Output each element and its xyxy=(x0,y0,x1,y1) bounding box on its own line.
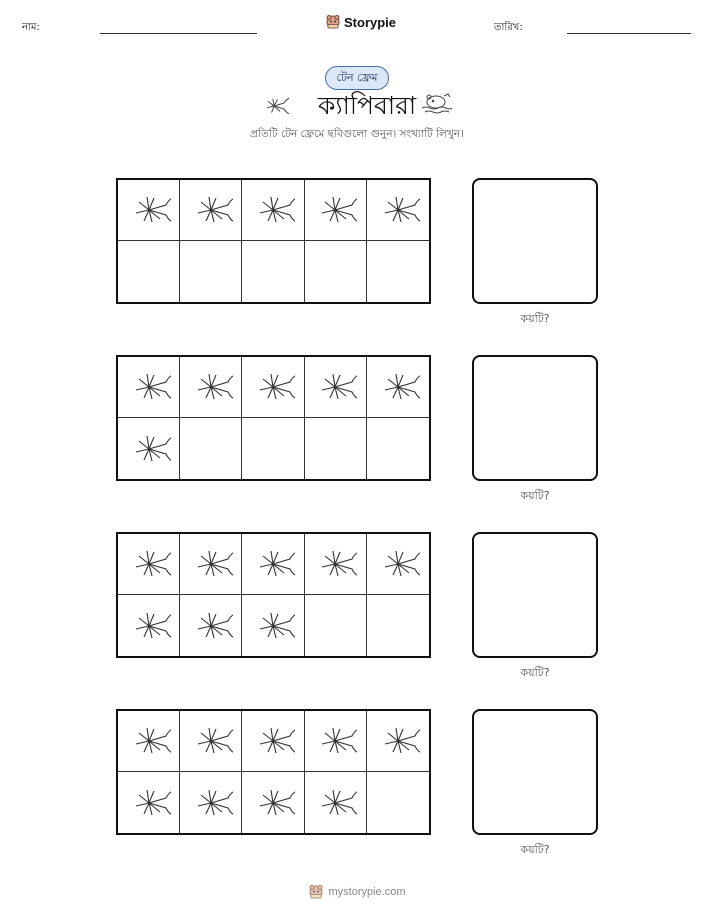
ten-frame xyxy=(116,178,431,304)
lily-pad-icon xyxy=(127,369,171,405)
brand-name: Storypie xyxy=(344,14,397,30)
ten-frame xyxy=(116,532,431,658)
lily-pad-icon xyxy=(189,723,233,759)
page-header xyxy=(0,0,714,50)
ten-frame-cell xyxy=(118,711,180,772)
ten-frame-cell xyxy=(305,357,367,418)
name-label: নাম: xyxy=(22,22,40,33)
ten-frame-cell xyxy=(118,595,180,656)
answer-box[interactable] xyxy=(472,709,598,835)
ten-frame-cell xyxy=(118,357,180,418)
lily-pad-icon xyxy=(313,192,357,228)
lily-pad-icon xyxy=(251,546,295,582)
title-row xyxy=(0,90,714,124)
footer-url: mystorypie.com xyxy=(328,886,406,898)
ten-frame-cell xyxy=(305,595,367,656)
lily-pad-icon xyxy=(313,546,357,582)
lily-pad-icon xyxy=(189,369,233,405)
date-line[interactable] xyxy=(567,33,691,34)
ten-frame-cell xyxy=(242,711,304,772)
ten-frame-cell xyxy=(305,772,367,833)
lily-pad-icon xyxy=(189,546,233,582)
ten-frame-cell xyxy=(118,772,180,833)
ten-frame-cell xyxy=(118,534,180,595)
ten-frame-cell xyxy=(242,241,304,302)
answer-label: কয়টি? xyxy=(520,843,550,856)
answer-label: কয়টি? xyxy=(520,312,550,325)
ten-frame-cell xyxy=(180,357,242,418)
ten-frame-cell xyxy=(367,241,429,302)
ten-frame-cell xyxy=(118,418,180,479)
name-line[interactable] xyxy=(100,33,257,34)
lily-pad-icon xyxy=(376,369,420,405)
ten-frame-cell xyxy=(367,534,429,595)
lily-pad-icon xyxy=(259,95,289,117)
ten-frame-cell xyxy=(367,595,429,656)
ten-frame-cell xyxy=(305,180,367,241)
ten-frame xyxy=(116,709,431,835)
capybara-swimming-icon xyxy=(420,92,454,118)
lily-pad-icon xyxy=(127,546,171,582)
ten-frame-cell xyxy=(367,357,429,418)
lily-pad-icon xyxy=(251,192,295,228)
ten-frame-cell xyxy=(180,180,242,241)
answer-box[interactable] xyxy=(472,532,598,658)
ten-frame-cell xyxy=(242,357,304,418)
lily-pad-icon xyxy=(251,785,295,821)
storypie-logo-icon xyxy=(308,884,324,900)
lily-pad-icon xyxy=(313,723,357,759)
ten-frame-cell xyxy=(367,418,429,479)
ten-frame-cell xyxy=(180,418,242,479)
topic-badge: টেন ফ্রেম xyxy=(325,66,389,90)
ten-frame-cell xyxy=(367,180,429,241)
ten-frame-cell xyxy=(180,534,242,595)
lily-pad-icon xyxy=(127,723,171,759)
ten-frame-cell xyxy=(367,711,429,772)
answer-box[interactable] xyxy=(472,178,598,304)
ten-frame-cell xyxy=(242,180,304,241)
ten-frame-cell xyxy=(118,241,180,302)
lily-pad-icon xyxy=(376,192,420,228)
date-label: তারিখ: xyxy=(494,22,523,33)
instruction-text: প্রতিটি টেন ফ্রেমে ছবিগুলো গুনুন। সংখ্যাটি লিখুন। xyxy=(250,128,464,140)
ten-frame-cell xyxy=(305,418,367,479)
ten-frame-cell xyxy=(180,711,242,772)
answer-label: কয়টি? xyxy=(520,489,550,502)
brand xyxy=(325,14,396,30)
page-footer xyxy=(0,884,714,900)
ten-frame-cell xyxy=(180,595,242,656)
lily-pad-icon xyxy=(189,785,233,821)
lily-pad-icon xyxy=(189,608,233,644)
answer-label: কয়টি? xyxy=(520,666,550,679)
ten-frame-cell xyxy=(242,595,304,656)
answer-box[interactable] xyxy=(472,355,598,481)
lily-pad-icon xyxy=(189,192,233,228)
ten-frame-cell xyxy=(180,772,242,833)
ten-frame-cell xyxy=(242,534,304,595)
lily-pad-icon xyxy=(127,785,171,821)
lily-pad-icon xyxy=(127,431,171,467)
storypie-logo-icon xyxy=(325,14,341,30)
lily-pad-icon xyxy=(313,785,357,821)
lily-pad-icon xyxy=(251,723,295,759)
ten-frame-cell xyxy=(305,711,367,772)
lily-pad-icon xyxy=(376,546,420,582)
lily-pad-icon xyxy=(127,608,171,644)
ten-frame-cell xyxy=(242,418,304,479)
ten-frame-cell xyxy=(305,241,367,302)
ten-frame-cell xyxy=(180,241,242,302)
lily-pad-icon xyxy=(376,723,420,759)
page-title: ক্যাপিবারা xyxy=(317,91,417,120)
ten-frame-cell xyxy=(367,772,429,833)
ten-frame-cell xyxy=(305,534,367,595)
lily-pad-icon xyxy=(127,192,171,228)
ten-frame-cell xyxy=(118,180,180,241)
lily-pad-icon xyxy=(251,608,295,644)
lily-pad-icon xyxy=(251,369,295,405)
ten-frame xyxy=(116,355,431,481)
ten-frame-cell xyxy=(242,772,304,833)
lily-pad-icon xyxy=(313,369,357,405)
